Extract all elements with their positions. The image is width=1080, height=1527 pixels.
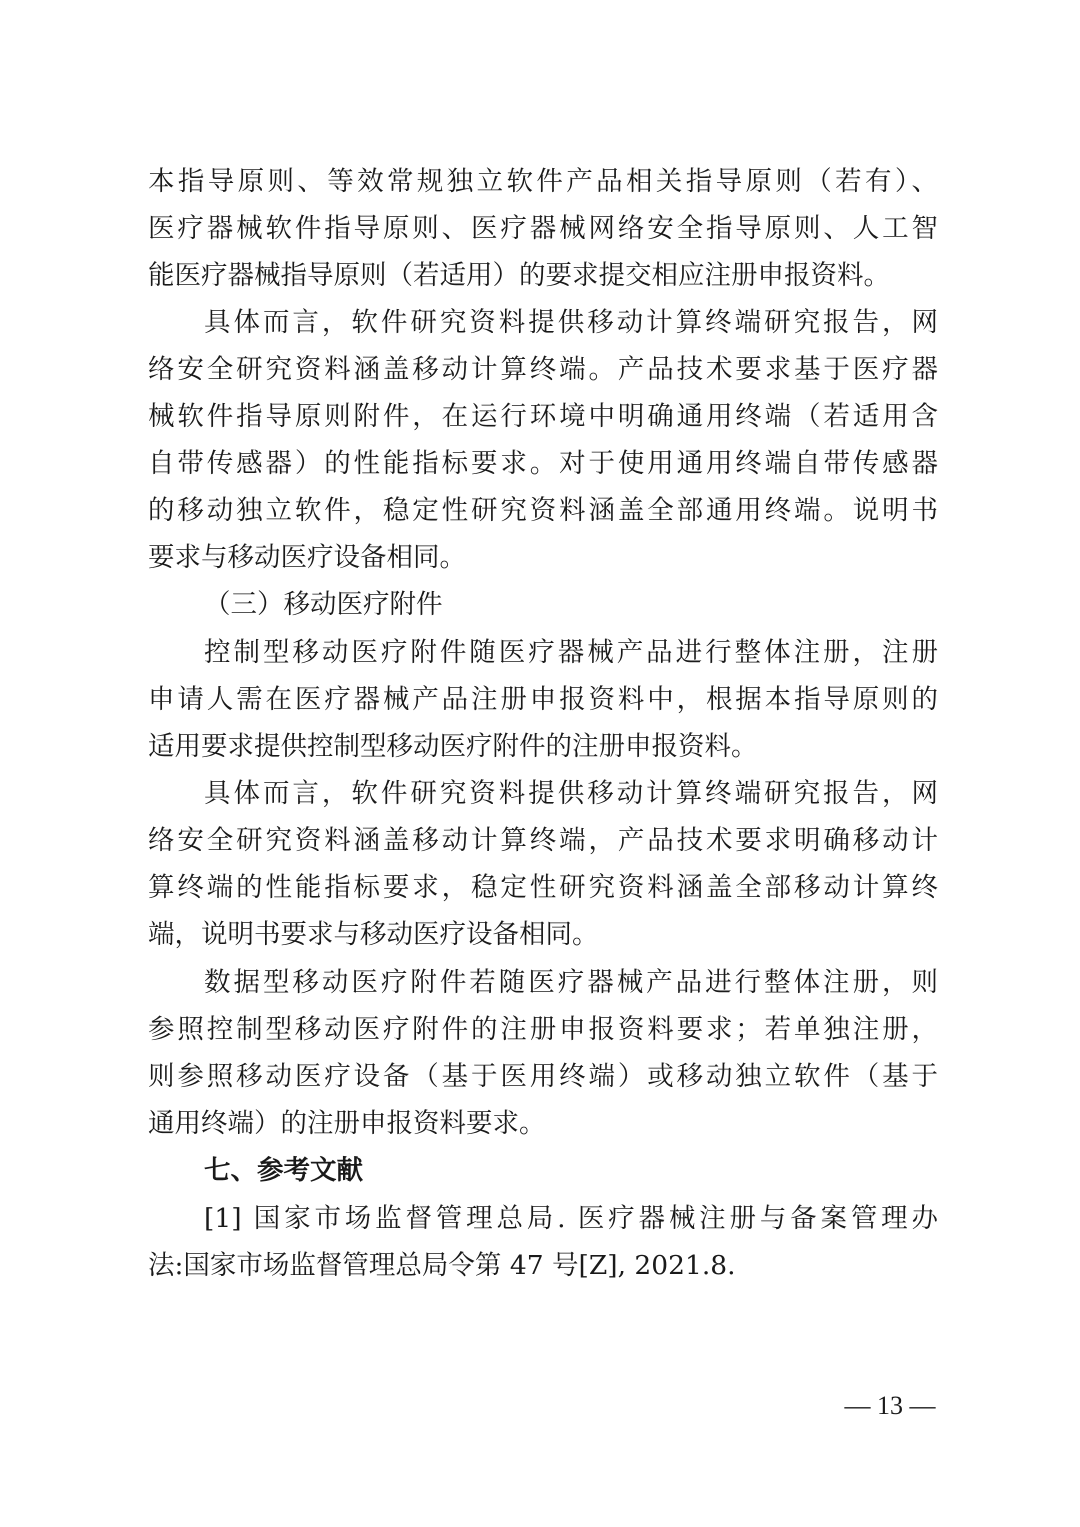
paragraph-line: 的移动独立软件，稳定性研究资料涵盖全部通用终端。说明书 bbox=[148, 495, 938, 526]
paragraph-line: 具体而言，软件研究资料提供移动计算终端研究报告，网 bbox=[204, 307, 938, 338]
paragraph-line: 申请人需在医疗器械产品注册申报资料中，根据本指导原则的 bbox=[148, 684, 938, 715]
paragraph-line: 络安全研究资料涵盖移动计算终端，产品技术要求明确移动计 bbox=[148, 825, 938, 856]
paragraph-line: 参照控制型移动医疗附件的注册申报资料要求；若单独注册， bbox=[148, 1014, 938, 1045]
reference-line: 法:国家市场监督管理总局令第 47 号[Z], 2021.8. bbox=[148, 1250, 736, 1281]
paragraph-line: 适用要求提供控制型移动医疗附件的注册申报资料。 bbox=[148, 731, 758, 762]
paragraph-line: 通用终端）的注册申报资料要求。 bbox=[148, 1108, 546, 1139]
paragraph-line: 数据型移动医疗附件若随医疗器械产品进行整体注册，则 bbox=[204, 967, 938, 998]
paragraph-line: 械软件指导原则附件，在运行环境中明确通用终端（若适用含 bbox=[148, 401, 938, 432]
paragraph-line: 能医疗器械指导原则（若适用）的要求提交相应注册申报资料。 bbox=[148, 260, 890, 291]
page-number: — 13 — bbox=[844, 1391, 936, 1420]
paragraph-line: 要求与移动医疗设备相同。 bbox=[148, 542, 466, 573]
paragraph-line: 本指导原则、等效常规独立软件产品相关指导原则（若有）、 bbox=[148, 166, 938, 197]
paragraph-line: 则参照移动医疗设备（基于医用终端）或移动独立软件（基于 bbox=[148, 1061, 938, 1092]
section-subheading: （三）移动医疗附件 bbox=[204, 589, 443, 620]
paragraph-line: 端，说明书要求与移动医疗设备相同。 bbox=[148, 919, 599, 950]
paragraph-line: 具体而言，软件研究资料提供移动计算终端研究报告，网 bbox=[204, 778, 938, 809]
reference-line: [1] 国家市场监督管理总局. 医疗器械注册与备案管理办 bbox=[204, 1203, 938, 1234]
paragraph-line: 算终端的性能指标要求，稳定性研究资料涵盖全部移动计算终 bbox=[148, 872, 938, 903]
paragraph-line: 医疗器械软件指导原则、医疗器械网络安全指导原则、人工智 bbox=[148, 213, 938, 244]
paragraph-line: 络安全研究资料涵盖移动计算终端。产品技术要求基于医疗器 bbox=[148, 354, 938, 385]
section-heading: 七、参考文献 bbox=[204, 1155, 363, 1186]
paragraph-line: 控制型移动医疗附件随医疗器械产品进行整体注册，注册 bbox=[204, 637, 938, 668]
paragraph-line: 自带传感器）的性能指标要求。对于使用通用终端自带传感器 bbox=[148, 448, 938, 479]
